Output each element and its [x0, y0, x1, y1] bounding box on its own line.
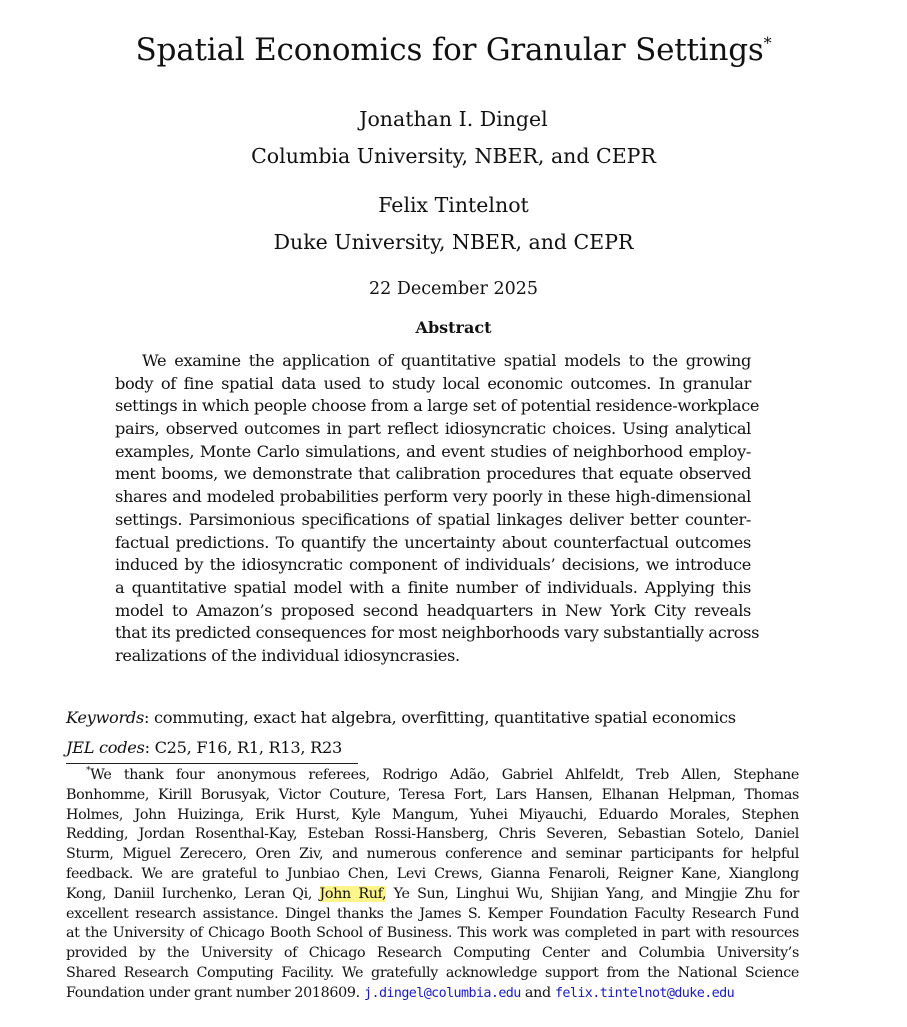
footnote-line: excellent research assistance. Dingel thanks the James S. Kemper Foundation Faculty Research Fund: [66, 905, 799, 922]
footnote-rule: [66, 763, 358, 764]
footnote-line-text: Foundation under grant number 2018609.: [66, 984, 365, 1001]
abstract-line: settings in which people choose from a large set of potential residence-workplace: [115, 396, 760, 416]
title-text: Spatial Economics for Granular Settings: [135, 32, 764, 68]
abstract-line: settings. Parsimonious specifications of spatial linkages deliver better counter-: [115, 509, 751, 529]
highlighted-name[interactable]: John Ruf,: [319, 885, 387, 902]
author-1-name: Jonathan I. Dingel: [359, 107, 548, 131]
keywords-separator: :: [144, 708, 154, 727]
abstract-line: We examine the application of quantitative spatial models to the growing: [142, 351, 751, 370]
jel-label: JEL codes: [66, 738, 145, 757]
abstract-line: factual predictions. To quantify the uncertainty about counterfactual outcomes: [115, 532, 751, 552]
abstract-line: realizations of the individual idiosyncrasies.: [115, 645, 460, 665]
abstract-line: body of fine spatial data used to study local economic outcomes. In granular: [115, 373, 751, 393]
author-2-affiliation: Duke University, NBER, and CEPR: [273, 230, 634, 254]
author-2-name: Felix Tintelnot: [378, 193, 529, 217]
abstract-line: shares and modeled probabilities perform very poorly in these high-dimensional: [115, 487, 751, 507]
jel-codes-line: [66, 736, 342, 759]
footnote-line: [66, 766, 799, 786]
email-link-dingel[interactable]: j.dingel@columbia.edu: [364, 985, 521, 1001]
footnote-and: and: [520, 984, 555, 1001]
abstract-line: ment booms, we demonstrate that calibration procedures that equate observed: [115, 464, 751, 484]
footnote-line-text: We thank four anonymous referees, Rodrigo Adão, Gabriel Ahlfeldt, Treb Allen, Stephane: [90, 767, 799, 783]
email-link-tintelnot[interactable]: felix.tintelnot@duke.edu: [554, 985, 735, 1001]
keywords-label: Keywords: [66, 708, 144, 727]
title-footnote-mark[interactable]: *: [763, 33, 772, 53]
footnote-line: Redding, Jordan Rosenthal-Kay, Esteban Rossi-Hansberg, Chris Severen, Sebastian Sotelo, Daniel: [66, 826, 799, 843]
abstract-line: model to Amazon’s proposed second headquarters in New York City reveals: [115, 600, 751, 620]
paper-date: 22 December 2025: [369, 279, 538, 299]
footnote-line: Bonhomme, Kirill Borusyak, Victor Couture, Teresa Fort, Lars Hansen, Elhanan Helpman, Thomas: [66, 786, 799, 803]
footnote-line: [66, 984, 799, 1004]
paper-title: [0, 30, 907, 70]
author-1-affiliation: Columbia University, NBER, and CEPR: [251, 144, 656, 168]
abstract-line: that its predicted consequences for most neighborhoods vary substantially across: [115, 623, 760, 643]
footnote-line: Sturm, Miguel Zerecero, Oren Ziv, and numerous conference and seminar participants for helpful: [66, 846, 799, 863]
abstract-line: examples, Monte Carlo simulations, and event studies of neighborhood employ-: [115, 441, 751, 461]
jel-text: C25, F16, R1, R13, R23: [154, 738, 342, 757]
footnote-line: Holmes, John Huizinga, Erik Hurst, Kyle Mangum, Yuhei Miyauchi, Eduardo Morales, Stephen: [66, 806, 799, 823]
acknowledgments-footnote: [66, 766, 799, 1004]
footnote-line: [66, 885, 799, 905]
footnote-mark: *: [86, 766, 91, 777]
jel-separator: :: [144, 738, 155, 757]
keywords-text: commuting, exact hat algebra, overfitting, quantitative spatial economics: [154, 708, 736, 727]
footnote-line: Shared Research Computing Facility. We gratefully acknowledge support from the National Science: [66, 964, 799, 981]
abstract-body: [115, 350, 760, 668]
abstract-line: a quantitative spatial model with a finite number of individuals. Applying this: [115, 577, 751, 597]
abstract-heading: Abstract: [415, 318, 492, 337]
abstract-line: pairs, observed outcomes in part reflect idiosyncratic choices. Using analytical: [115, 419, 751, 439]
footnote-line: at the University of Chicago Booth School of Business. This work was completed in part with resources: [66, 925, 799, 942]
abstract-line: induced by the idiosyncratic component of individuals’ decisions, we introduce: [115, 555, 751, 575]
footnote-line-text: Kong, Daniil Iurchenko, Leran Qi,: [66, 885, 320, 902]
footnote-line: provided by the University of Chicago Research Computing Center and Columbia University’s: [66, 945, 799, 962]
footnote-line: feedback. We are grateful to Junbiao Chen, Levi Crews, Gianna Fenaroli, Reigner Kane, Xianglong: [66, 865, 799, 882]
keywords-line: [66, 706, 736, 729]
footnote-line-text: Ye Sun, Linghui Wu, Shijian Yang, and Mingjie Zhu for: [386, 885, 800, 902]
